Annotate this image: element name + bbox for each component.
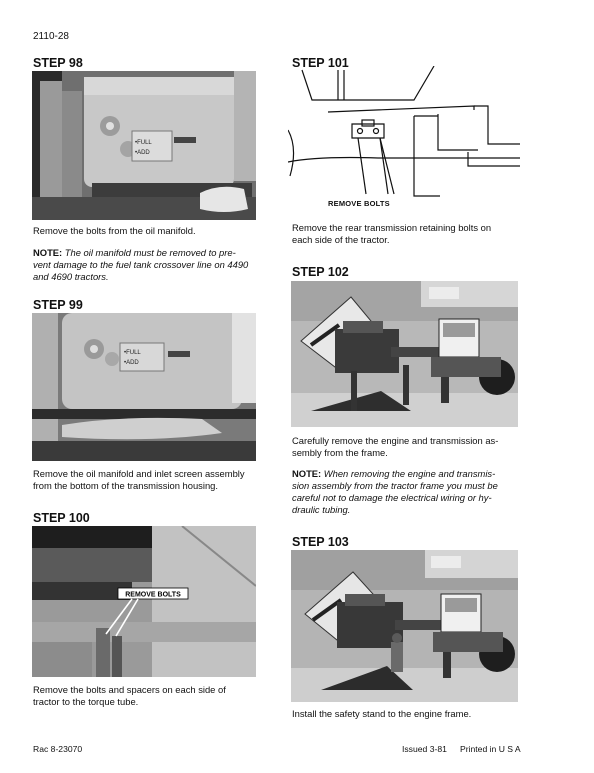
step-103-heading: STEP 103 (292, 535, 349, 549)
step-102-caption-line-1: Carefully remove the engine and transmission as- (292, 435, 499, 446)
step-102-caption-line-2: sembly from the frame. (292, 447, 388, 458)
step-98-note (33, 247, 261, 283)
step-103-photo (291, 550, 518, 702)
step-101-diagram (288, 66, 520, 218)
step-102-note-line-1: When removing the engine and transmis- (323, 468, 496, 479)
step-101-caption (292, 222, 530, 246)
step-102-note-label: NOTE: (292, 468, 322, 479)
step-102-note-line-2: sion assembly from the tractor frame you must be (292, 480, 498, 491)
step-101-caption-line-1: Remove the rear transmission retaining bolts on (292, 222, 492, 233)
step-98-panel-add: •ADD (135, 150, 150, 156)
step-100-callout-label: REMOVE BOLTS (125, 591, 181, 599)
step-99-panel-full: •FULL (124, 350, 141, 356)
step-99-panel-add: •ADD (124, 360, 139, 366)
step-98-note-line-1: The oil manifold must be removed to pre- (64, 247, 236, 258)
step-98-caption: Remove the bolts from the oil manifold. (33, 225, 196, 236)
step-102-caption (292, 435, 530, 459)
step-101-caption-line-2: each side of the tractor. (292, 234, 390, 245)
step-102-note (292, 468, 532, 516)
step-99-caption-line-1: Remove the oil manifold and inlet screen assembly (33, 468, 245, 479)
step-98-note-label: NOTE: (33, 247, 63, 258)
step-101-heading: STEP 101 (292, 56, 349, 70)
step-98-photo (32, 71, 256, 220)
step-102-note-line-4: draulic tubing. (292, 504, 351, 515)
step-102-heading: STEP 102 (292, 265, 349, 279)
step-98-note-line-3: and 4690 tractors. (33, 271, 109, 282)
step-103-caption: Install the safety stand to the engine frame. (292, 708, 472, 719)
step-101-callout-label: REMOVE BOLTS (328, 199, 390, 208)
step-98-heading: STEP 98 (33, 56, 83, 70)
step-99-caption-line-2: from the bottom of the transmission housing. (33, 480, 218, 491)
page-number: 2110-28 (33, 31, 69, 42)
step-102-photo (291, 281, 518, 427)
step-102-note-line-3: careful not to damage the electrical wiring or hy- (292, 492, 492, 503)
footer-doc-number: Rac 8-23070 (33, 744, 83, 754)
step-99-caption (33, 468, 263, 492)
step-100-caption-line-2: tractor to the torque tube. (33, 696, 139, 707)
step-100-photo (32, 526, 256, 677)
footer-printed: Printed in U S A (460, 744, 521, 754)
step-98-panel-full: •FULL (135, 140, 152, 146)
step-100-heading: STEP 100 (33, 511, 90, 525)
step-99-photo (32, 313, 256, 461)
step-100-caption (33, 684, 265, 708)
footer-issued: Issued 3-81 (402, 744, 447, 754)
step-100-caption-line-1: Remove the bolts and spacers on each side of (33, 684, 226, 695)
step-99-heading: STEP 99 (33, 298, 83, 312)
step-98-note-line-2: vent damage to the fuel tank crossover line on 4490 (33, 259, 249, 270)
